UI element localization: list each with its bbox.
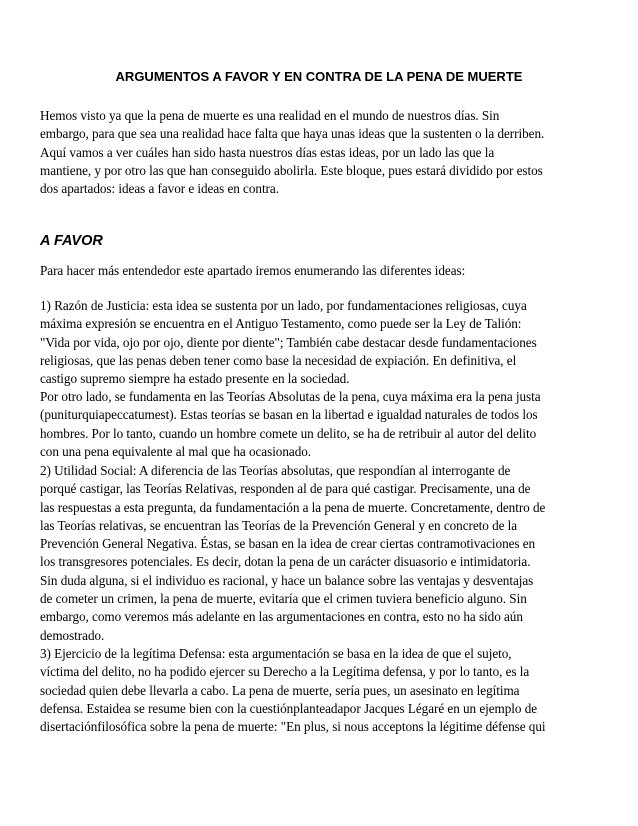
paragraph-razon-de-justicia: 1) Razón de Justicia: esta idea se sustenta por un lado, por fundamentaciones religiosas, cuya máxima expresión se encuentra en el Antiguo Testamento, como puede ser la Ley de Talión: "Vida por vida, ojo por ojo, diente por diente"; También cabe destacar desde fundamentaciones religiosas, que las penas deben tener como base la necesidad de expiación. En definitiva, el castigo supremo siempre ha estado presente en la sociedad. [40,298,537,387]
paragraph-teorias-absolutas: Por otro lado, se fundamenta en las Teorías Absolutas de la pena, cuya máxima era la pena justa (puniturquiapeccatumest). Estas teorías se basan en la libertad e igualdad naturales de todos los hombres. Por lo tanto, cuando un hombre comete un delito, se ha de retribuir al autor del delito con una pena equivalente al mal que ha ocasionado. [40,389,541,459]
intro-paragraph: Hemos visto ya que la pena de muerte es una realidad en el mundo de nuestros días. Sin embargo, para que sea una realidad hace falta que haya unas ideas que la sustenten o la derriben. Aquí vamos a ver cuáles han sido hasta nuestros días estas ideas, por un lado las que la mantiene, y por otro las que han conseguido abolirla. Este bloque, pues estará dividido por estos dos apartados: ideas a favor e ideas en contra. [40,108,545,197]
paragraph-utilidad-social: 2) Utilidad Social: A diferencia de las Teorías absolutas, que respondían al interrogante de porqué castigar, las Teorías Relativas, responden al de para qué castigar. Precisamente, una de las respuestas a esta pregunta, da fundamentación a la pena de muerte. Concretamente, dentro de las Teorías relativas, se encuentran las Teorías de la Prevención General y en concreto de la Prevención General Negativa. Éstas, se basan en la idea de crear ciertas contramotivaciones en los transgresores potenciales. Es decir, dotan la pena de un carácter disuasorio e intimidatoria. Sin duda alguna, si el individuo es racional, y hace un balance sobre las ventajas y desventajas de cometer un crimen, la pena de muerte, evitaría que el crimen tuviera beneficio alguno. Sin embargo, como veremos más adelante en las argumentaciones en contra, esto no ha sido aún demostrado. [40,463,546,643]
paragraph-legitima-defensa: 3) Ejercicio de la legítima Defensa: esta argumentación se basa en la idea de que el sujeto, víctima del delito, no ha podido ejercer su Derecho a la Legítima defensa, y por lo tanto, es la sociedad quien debe llevarla a cabo. La pena de muerte, sería pues, un asesinato en legítima defensa. Estaidea se resume bien con la cuestiónplanteadapor Jacques Légaré en un ejemplo de disertaciónfilosófica sobre la pena de muerte: "En plus, si nous acceptons la légitime défense qui [40,646,546,735]
paragraph-intro-ideas: Para hacer más entendedor este apartado iremos enumerando las diferentes ideas: [40,263,466,278]
document-title: ARGUMENTOS A FAVOR Y EN CONTRA DE LA PENA DE MUERTE [115,69,523,84]
section-heading-a-favor: A FAVOR [40,233,103,249]
